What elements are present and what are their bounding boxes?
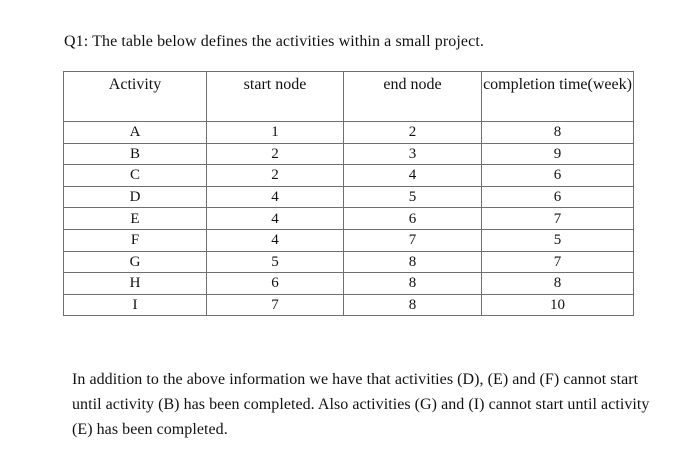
dependency-notes: In addition to the above information we have that activities (D), (E) and (F) cannot start until activity (B) has been completed. Also activities (G) and (I) cannot start until activity (E) has been completed. [72,371,650,438]
cell-end-node: 5 [344,186,482,208]
cell-activity: A [64,122,207,144]
cell-completion-time: 10 [482,294,634,316]
cell-end-node: 8 [344,273,482,295]
cell-completion-time: 8 [482,122,634,144]
cell-end-node: 6 [344,208,482,230]
cell-start-node: 6 [207,273,344,295]
cell-end-node: 7 [344,229,482,251]
table-row [64,165,634,187]
question-heading: Q1: The table below defines the activities within a small project. [64,33,484,50]
cell-completion-time: 7 [482,251,634,273]
cell-activity: D [64,186,207,208]
cell-end-node: 8 [344,294,482,316]
cell-start-node: 4 [207,186,344,208]
cell-completion-time: 6 [482,165,634,187]
header-end-node: end node [344,72,482,122]
cell-completion-time: 7 [482,208,634,230]
cell-start-node: 2 [207,165,344,187]
cell-activity: E [64,208,207,230]
activity-table [63,71,634,316]
header-completion-time: completion time(week) [482,72,634,122]
cell-start-node: 4 [207,229,344,251]
cell-activity: H [64,273,207,295]
table-row [64,208,634,230]
cell-completion-time: 6 [482,186,634,208]
cell-activity: F [64,229,207,251]
cell-start-node: 4 [207,208,344,230]
cell-start-node: 5 [207,251,344,273]
cell-activity: G [64,251,207,273]
table-row [64,143,634,165]
cell-activity: I [64,294,207,316]
cell-end-node: 4 [344,165,482,187]
cell-end-node: 8 [344,251,482,273]
cell-completion-time: 5 [482,229,634,251]
table-row [64,229,634,251]
header-start-node: start node [207,72,344,122]
table-row [64,186,634,208]
table-row [64,273,634,295]
header-activity: Activity [64,72,207,122]
cell-activity: C [64,165,207,187]
cell-activity: B [64,143,207,165]
table-row [64,294,634,316]
table-row [64,251,634,273]
cell-start-node: 1 [207,122,344,144]
cell-completion-time: 8 [482,273,634,295]
table-header-row [64,72,634,122]
cell-completion-time: 9 [482,143,634,165]
cell-start-node: 7 [207,294,344,316]
cell-end-node: 2 [344,122,482,144]
cell-end-node: 3 [344,143,482,165]
table-row [64,122,634,144]
cell-start-node: 2 [207,143,344,165]
